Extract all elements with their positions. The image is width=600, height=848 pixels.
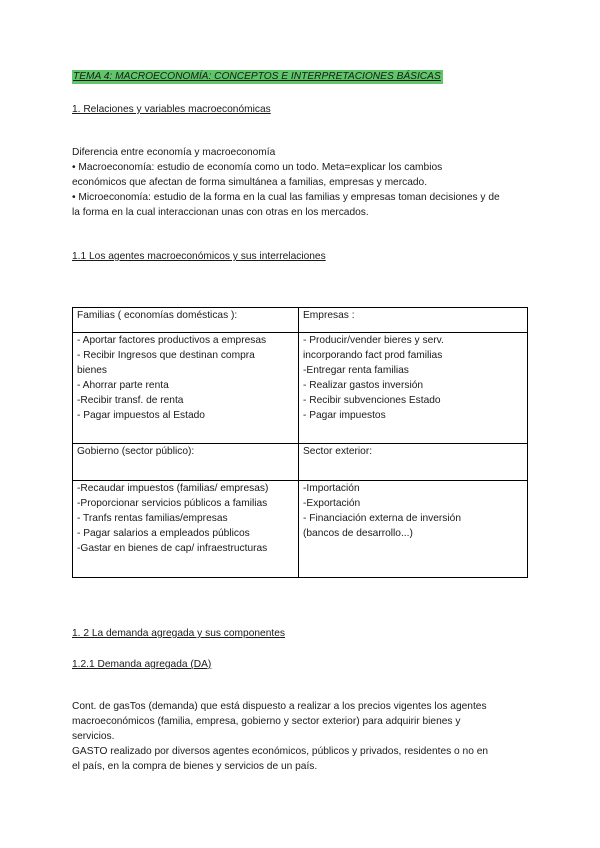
section-heading-1-2: 1. 2 La demanda agregada y sus componentes: [72, 628, 285, 639]
familias-item: - Ahorrar parte renta: [77, 380, 169, 391]
body-line: Diferencia entre economía y macroeconomía: [72, 147, 276, 158]
familias-item: - Recibir Ingresos que destinan compra: [77, 350, 255, 361]
gobierno-item: -Gastar en bienes de cap/ infraestructuras: [77, 543, 268, 554]
body-line: Cont. de gasTos (demanda) que está dispuesto a realizar a los precios vigentes los agentes: [72, 701, 487, 712]
empresas-item: - Recibir subvenciones Estado: [303, 395, 441, 406]
body-line: macroeconómicos (familia, empresa, gobierno y sector exterior) para adquirir bienes y: [72, 716, 461, 727]
body-line: el país, en la compra de bienes y servicios de un país.: [72, 761, 318, 772]
body-line: servicios.: [72, 731, 115, 742]
section-1-body: [72, 145, 528, 220]
gobierno-item: -Proporcionar servicios públicos a familias: [77, 498, 268, 509]
section-heading-1: 1. Relaciones y variables macroeconómicas: [72, 104, 271, 115]
gobierno-item: - Pagar salarios a empleados públicos: [77, 528, 250, 539]
exterior-item: - Financiación externa de inversión: [303, 513, 461, 524]
exterior-item: -Importación: [303, 483, 360, 494]
gobierno-cell: [73, 481, 299, 578]
empresas-item: -Entregar renta familias: [303, 365, 409, 376]
exterior-item: -Exportación: [303, 498, 361, 509]
section-1-2-body: [72, 699, 528, 774]
empresas-item: - Pagar impuestos: [303, 410, 386, 421]
body-line: económicos que afectan de forma simultánea a familias, empresas y mercado.: [72, 177, 428, 188]
body-line: • Microeconomía: estudio de la forma en la cual las familias y empresas toman decisiones y de: [72, 192, 500, 203]
empresas-item: incorporando fact prod familias: [303, 350, 443, 361]
familias-item: - Aportar factores productivos a empresas: [77, 335, 267, 346]
empresas-item: - Producir/vender bieres y serv.: [303, 335, 444, 346]
exterior-item: (bancos de desarrollo...): [303, 528, 413, 539]
exterior-header: Sector exterior:: [299, 444, 528, 481]
empresas-header: Empresas :: [299, 308, 528, 333]
familias-header: Familias ( economías domésticas ):: [73, 308, 299, 333]
agents-table: [72, 307, 528, 578]
section-heading-1-1: 1.1 Los agentes macroeconómicos y sus interrelaciones: [72, 251, 326, 262]
gobierno-item: -Recaudar impuestos (familias/ empresas): [77, 483, 269, 494]
gobierno-item: - Tranfs rentas familias/empresas: [77, 513, 228, 524]
familias-item: - Pagar impuestos al Estado: [77, 410, 205, 421]
empresas-cell: [299, 333, 528, 444]
familias-item: bienes: [77, 365, 108, 376]
familias-cell: [73, 333, 299, 444]
body-line: GASTO realizado por diversos agentes económicos, públicos y privados, residentes o no en: [72, 746, 489, 757]
body-line: • Macroeconomía: estudio de economía como un todo. Meta=explicar los cambios: [72, 162, 443, 173]
body-line: la forma en la cual interaccionan unas con otras en los mercados.: [72, 207, 369, 218]
empresas-item: - Realizar gastos inversión: [303, 380, 424, 391]
subsection-heading-1-2-1: 1.2.1 Demanda agregada (DA): [72, 659, 212, 670]
familias-item: -Recibir transf. de renta: [77, 395, 184, 406]
page-title: TEMA 4: MACROECONOMÍA: CONCEPTOS E INTERPRETACIONES BÁSICAS: [73, 71, 441, 82]
gobierno-header: Gobierno (sector público):: [73, 444, 299, 481]
exterior-cell: [299, 481, 528, 578]
